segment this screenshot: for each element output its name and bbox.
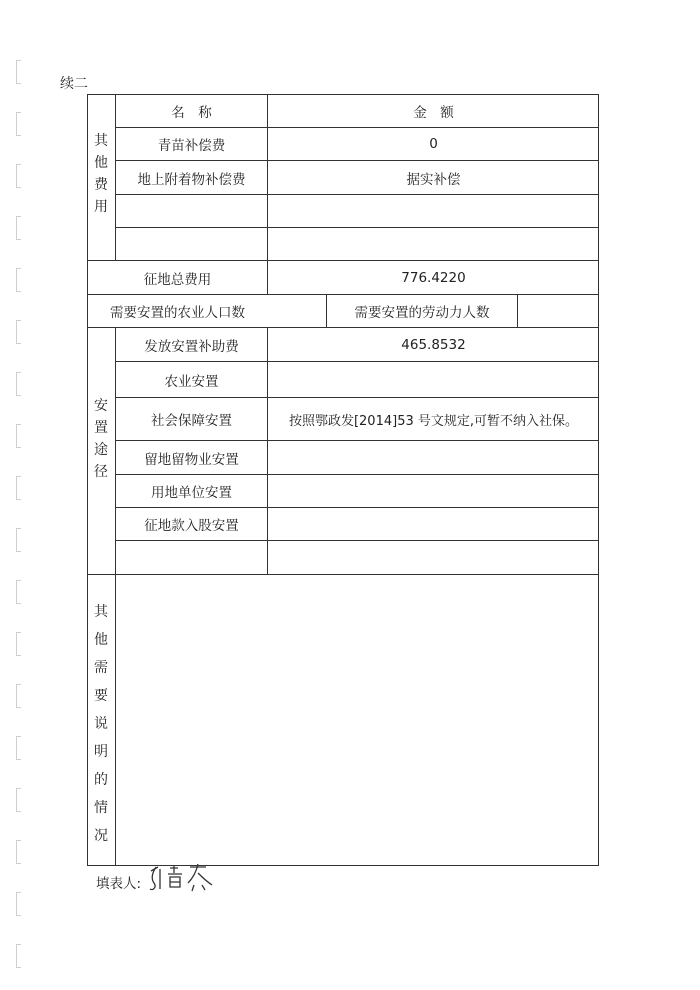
fee-name xyxy=(116,228,267,260)
resettlement-amount: 按照鄂政发[2014]53 号文规定,可暂不纳入社保。 xyxy=(288,413,579,429)
resettlement-name: 农业安置 xyxy=(164,373,219,390)
resettlement-name: 发放安置补助费 xyxy=(144,338,239,355)
fee-amount: 据实补偿 xyxy=(406,171,461,188)
total-label: 征地总费用 xyxy=(143,271,212,288)
resettlement-name: 留地留物业安置 xyxy=(144,451,239,468)
resettlement-name: 社会保障安置 xyxy=(151,413,232,429)
fee-amount xyxy=(268,228,599,260)
fee-amount xyxy=(268,195,599,227)
section-other-notes: 其 他 需 要 说 明 的 情 况 xyxy=(94,604,108,844)
continuation-label: 续二 xyxy=(60,76,88,92)
fee-name xyxy=(116,195,267,227)
handwritten-signature xyxy=(148,863,218,893)
header-amount: 金 额 xyxy=(413,105,454,121)
resettlement-amount xyxy=(268,541,599,574)
resettlement-name: 征地款入股安置 xyxy=(144,518,239,534)
resettlement-name: 用地单位安置 xyxy=(151,485,232,501)
resettlement-amount xyxy=(268,508,599,540)
agri-population-label: 需要安置的农业人口数 xyxy=(110,305,245,321)
section-resettlement: 安 置 途 径 xyxy=(94,398,108,480)
labor-population-value xyxy=(518,295,599,327)
resettlement-name xyxy=(116,541,267,574)
section-other-fees: 其 他 费 用 xyxy=(94,133,108,215)
total-value: 776.4220 xyxy=(401,269,466,286)
labor-population-label: 需要安置的劳动力人数 xyxy=(354,305,490,321)
resettlement-amount xyxy=(268,362,599,397)
agri-population-value xyxy=(268,295,326,327)
header-name: 名 称 xyxy=(171,105,212,121)
fee-name: 青苗补偿费 xyxy=(157,138,226,154)
fee-name: 地上附着物补偿费 xyxy=(137,171,246,188)
resettlement-amount: 465.8532 xyxy=(401,336,466,353)
resettlement-amount xyxy=(268,475,599,507)
filler-label: 填表人: xyxy=(96,876,142,892)
fee-amount: 0 xyxy=(429,136,438,152)
other-notes-content xyxy=(116,575,599,865)
resettlement-amount xyxy=(268,441,599,474)
